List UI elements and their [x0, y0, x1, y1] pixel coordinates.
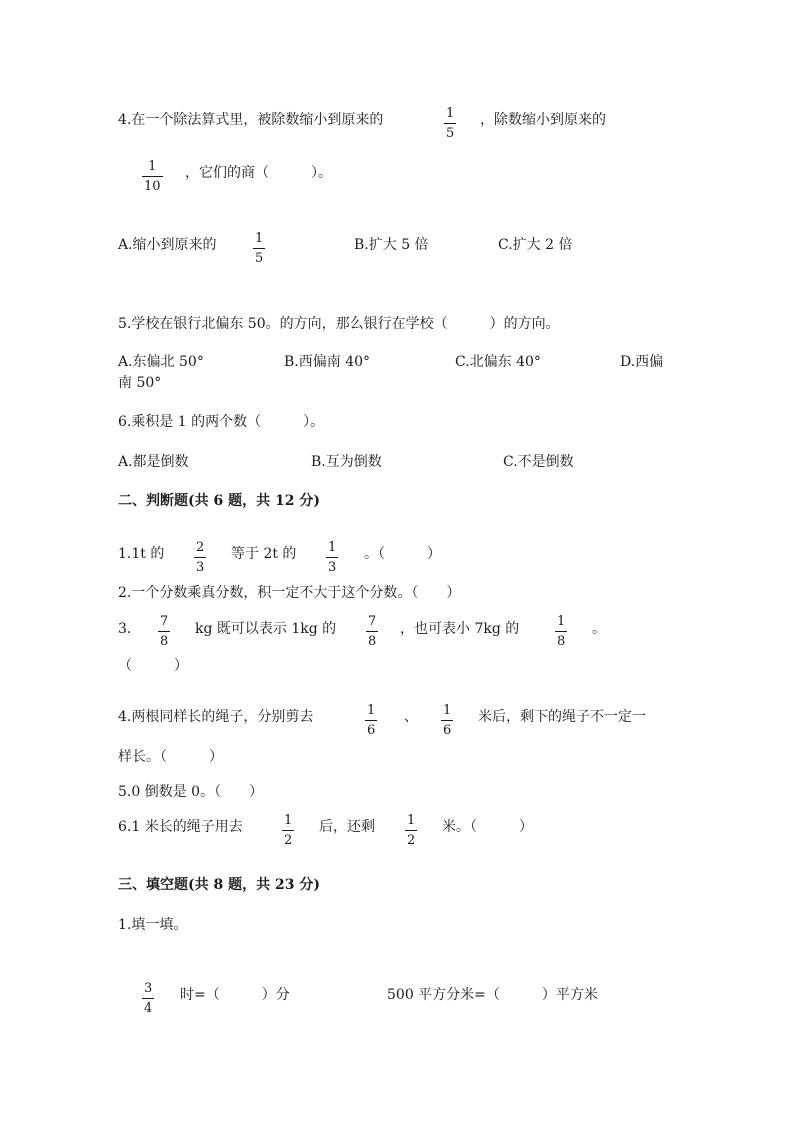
judge-6-part3: 米。（ ）: [442, 819, 533, 835]
q4-option-b: B.扩大 5 倍: [354, 237, 429, 253]
section-2-title: 二、判断题(共 6 题，共 12 分): [118, 493, 320, 509]
fill-1-text: 1.填一填。: [118, 917, 188, 933]
judge-3-fraction-2-numerator: 7: [368, 614, 377, 629]
judge-1-part1: 1.1t 的: [118, 546, 165, 562]
fill-1-fraction: [142, 981, 154, 1016]
judge-4-part2: 、: [404, 709, 418, 725]
judge-1-part2: 等于 2t 的: [231, 546, 297, 562]
q6-option-c: C.不是倒数: [503, 454, 574, 470]
q4-option-c: C.扩大 2 倍: [498, 237, 573, 253]
judge-1-fraction-2-numerator: 1: [328, 540, 337, 555]
judge-6-fraction-1: [282, 813, 294, 848]
judge-3-fraction-1-numerator: 7: [160, 614, 169, 629]
q5-text: 5.学校在银行北偏东 50。的方向，那么银行在学校（ ）的方向。: [118, 316, 560, 332]
judge-6-fraction-2-denominator: 2: [407, 833, 416, 848]
judge-4-fraction-2: [441, 703, 453, 738]
judge-5: 5.0 倒数是 0。（ ）: [118, 784, 264, 800]
q4-text-part1: 4.在一个除法算式里，被除数缩小到原来的: [118, 112, 384, 128]
judge-4-part1: 4.两根同样长的绳子，分别剪去: [118, 709, 314, 725]
q4-fraction-2-denominator: 10: [144, 179, 161, 194]
judge-3-fraction-3-numerator: 1: [557, 614, 566, 629]
q5-option-c: C.北偏东 40°: [455, 354, 541, 370]
judge-4-fraction-1-denominator: 6: [367, 723, 376, 738]
judge-3-fraction-2-denominator: 8: [368, 634, 377, 649]
q6-option-a: A.都是倒数: [118, 454, 189, 470]
fill-1-fraction-denominator: 4: [144, 1001, 153, 1016]
q4-option-a-numerator: 1: [255, 231, 264, 246]
judge-3-part1: 3.: [118, 621, 132, 637]
judge-6-part1: 6.1 米长的绳子用去: [118, 819, 243, 835]
judge-6-fraction-1-numerator: 1: [284, 813, 293, 828]
judge-6-fraction-1-denominator: 2: [284, 833, 293, 848]
judge-3-fraction-1: [158, 614, 170, 649]
fill-1-item-2: 500 平方分米=（ ）平方米: [387, 987, 598, 1003]
judge-4-fraction-1-numerator: 1: [367, 703, 376, 718]
judge-4-fraction-1: [365, 703, 377, 738]
section-3-title: 三、填空题(共 8 题，共 23 分): [118, 877, 320, 893]
judge-1-fraction-1: [194, 540, 206, 575]
judge-4-fraction-2-numerator: 1: [443, 703, 452, 718]
judge-1-fraction-2: [326, 540, 338, 575]
q5-option-d-line2: 南 50°: [118, 375, 162, 391]
fill-1-fraction-numerator: 3: [144, 981, 153, 996]
q4-fraction-1-numerator: 1: [446, 106, 455, 121]
q4-fraction-2-numerator: 1: [148, 159, 157, 174]
judge-3-part4: 。: [592, 621, 606, 637]
judge-1-part3: 。（ ）: [364, 546, 441, 562]
q4-text-part3: ，它们的商（ ）。: [185, 165, 332, 181]
judge-6-fraction-2-numerator: 1: [407, 813, 416, 828]
judge-1-fraction-1-denominator: 3: [196, 560, 205, 575]
q4-fraction-1: [444, 106, 456, 141]
judge-2: 2.一个分数乘真分数，积一定不大于这个分数。（ ）: [118, 585, 461, 601]
judge-1-fraction-1-numerator: 2: [196, 540, 205, 555]
q4-fraction-1-denominator: 5: [446, 126, 455, 141]
q4-option-a-denominator: 5: [255, 251, 264, 266]
q6-option-b: B.互为倒数: [311, 454, 382, 470]
fill-1-item-1: 时=（ ）分: [180, 987, 290, 1003]
judge-6-fraction-2: [405, 813, 417, 848]
judge-1-fraction-2-denominator: 3: [328, 560, 337, 575]
q5-option-a: A.东偏北 50°: [118, 354, 204, 370]
judge-3-part3: ，也可表小 7kg 的: [400, 621, 520, 637]
q4-text-part2: ，除数缩小到原来的: [480, 112, 606, 128]
q4-option-a-fraction: [253, 231, 265, 266]
q6-text: 6.乘积是 1 的两个数（ ）。: [118, 414, 325, 430]
judge-3-part2: kg 既可以表示 1kg 的: [195, 621, 337, 637]
q5-option-d-line1: D.西偏: [620, 354, 664, 370]
q5-option-b: B.西偏南 40°: [284, 354, 371, 370]
judge-3-fraction-1-denominator: 8: [160, 634, 169, 649]
judge-4-part4: 样长。（ ）: [118, 749, 223, 765]
q4-fraction-2: [142, 159, 163, 194]
q4-option-a: A.缩小到原来的: [118, 237, 217, 253]
judge-3-fraction-3: [555, 614, 567, 649]
judge-4-part3: 米后，剩下的绳子不一定一: [478, 709, 646, 725]
judge-4-fraction-2-denominator: 6: [443, 723, 452, 738]
judge-3-bracket: （ ）: [118, 658, 188, 674]
judge-6-part2: 后，还剩: [319, 819, 375, 835]
judge-3-fraction-2: [366, 614, 378, 649]
judge-3-fraction-3-denominator: 8: [557, 634, 566, 649]
